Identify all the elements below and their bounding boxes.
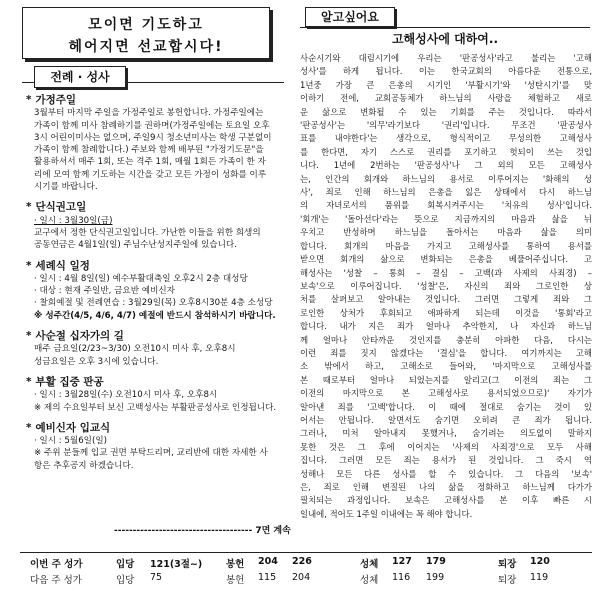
article-line: 성사'를 하게 됩니다. 이는 한국교회의 아름다운 전통으로, [300, 66, 592, 77]
article-line: 사', 죄로 인해 하느님의 은총을 잃은 상태에서 다시 하느님 [300, 187, 592, 198]
notice-heading: * 단식권고일 [26, 201, 87, 214]
notice-body: · 일시 : 5월6일(일) ※ 주위 분들께 입교 권면 부탁드리며, 교리반에 대한 자세한 사 항은 추후공지 하겠습니다. [34, 436, 268, 471]
continued-on-page-7: ------------------------------------- 7면 계속 [114, 526, 291, 536]
hymn-row-next-week: 다음 주 성가 입당 75 봉헌 115 204 성체 116 199 퇴장 119 [30, 572, 549, 586]
notice-heading: * 예비신자 입교식 [26, 421, 111, 434]
article-line: 못한 것은 그 후에 이어지는 '사제의 사죄경'으로 모두 사해 [300, 441, 592, 452]
article-line: 이하기 전에, 교회공동체가 하느님의 사랑을 체험하고 새로 [300, 93, 592, 104]
article-line: 필치되는 과정입니다. 보속은 고해성사를 본 이후 빠른 시 [300, 495, 592, 506]
article-line: 이전의 마지막으로 본 고해성사로 용서되었으므로)' 자기가 [300, 388, 592, 399]
article-line: 로인한 상처가 후회되고 애파하게 되는데 이것을 '통회'라고 [300, 307, 592, 318]
article-line: 은, 죄로 인해 변질된 나의 삶을 정화하고 하느님께 다가가 [300, 482, 592, 492]
article-line: 이런 죄를 짓지 않겠다는 '결심'을 합니다. 여기까지는 고해 [300, 347, 592, 358]
article-line: 표를 내야한다'는 생각으로, 형식적이고 무성의한 고해성사 [300, 133, 592, 144]
article-line: 본 때로부터 얼마나 되었는지를 알리고(그 이전의 죄는 그 [300, 374, 592, 385]
article-line: 알아낸 죄를 '고백'합니다. 이 때에 절대로 숨기는 것이 있 [300, 401, 592, 412]
know-more-header: 알고싶어요 [305, 7, 395, 27]
stats-rule [20, 552, 592, 553]
article-line: 어서는 안됩니다. 알면서도 숨기면 오히려 큰 죄가 됩니다. [300, 414, 592, 425]
motto-line-2: 헤어지면 선교합시다! [68, 39, 224, 55]
notice-heading: * 가정주일 [26, 94, 77, 106]
motto-banner [22, 7, 270, 59]
notice-heading: * 부활 집중 판공 [26, 375, 104, 388]
article-line: 집니다. 그러면 모든 죄는 용서가 된 것입니다. 그 죽시 역 [300, 455, 592, 466]
article-line: 받으면 회개의 삶으로 변화되는 은총을 베풀어주십니다. 고 [300, 254, 592, 265]
article-title: 고해성사에 대하여.. [391, 32, 499, 46]
article-line: 일내에, 적어도 1주일 이내에는 꼭 해야 합니다. [300, 508, 473, 519]
article-line: 니다. 1년에 2번하는 '판공성사'나 그 외의 모든 고해성사 [300, 160, 592, 171]
header-rule [300, 27, 590, 28]
notices-column [26, 94, 288, 472]
notice-heading: * 사순절 십자가의 길 [26, 330, 124, 343]
notice-body: 3월부터 마지막 주일을 가정주일로 봉헌합니다. 가정주일에는 가족이 함께 미사 참례하기를 권하며(가정주일에는 토요일 오후 3시 어린이미사는 없으며, 주일9시 청소년미사는 학생 구분없이 가족이 함께 참례합니다.) 주보와 함께 배부된 "가정기도문"을 활용하셔서 매주 1회, 또는 격주 1회, 매월 1회든 가족이 한 자 리에 모여 함께 기도하는 시간을 갖고 모든 가정이 성화를 이루 시기를 바랍니다. [34, 108, 272, 193]
article-line: 소 밖에서 하고, 고해소로 들어와, '마지막으로 고해성사를 [300, 361, 592, 372]
notice-body: 매주 금요일(2/23~3/30) 오전10시 미사 후, 오후8시 성금요일은 오후 3시에 있습니다. [34, 344, 236, 367]
article-line: 처를 살펴보고 알아내는 것입니다. 그러면 그렇게 죄와 그 [300, 294, 592, 305]
article-line: 는, 인간의 회개와 하느님의 용서로 이루어지는 '화해의 성 [300, 173, 592, 184]
article-line: 사순시기와 대림시기에 우리는 '판공성사'라고 불리는 '고해 [300, 53, 592, 63]
notice-body: · 일시 : 4월 8일(일) 예수부활대축일 오후2시 2층 대성당 · 대상 : 현재 주일반, 금요반 예비신자 · 찰회예절 및 전례연습 : 3월29일(목) 오후8시30분 4층 소성당 ※ 성주간(4/5, 4/6, 4/7) 예절에 반드시 참석하시기 바랍니다. [34, 273, 276, 321]
article-line: 합니다. 내가 지은 죄가 얼마나 추악한지, 나 자신과 하느님 [300, 321, 592, 332]
article-line: '판공성사'는 '의무'라기보다 '권리'입니다. 무조건 '판공성사 [300, 120, 592, 131]
article-line: 운 삶으로 변화될 수 있는 기회를 주는 것입니다. 따라서 [300, 106, 592, 117]
article-line: 께 얼마나 안타까운 것인지를 충분히 아파한 다음, 다시는 [300, 334, 592, 345]
article-line: 성해나 모든 다른 성사를 할 수 있습니다. 그 다음의 '보속' [300, 468, 592, 479]
article-line: 의 자녀로서의 품위를 회복시켜주시는 '치유의 성사'입니다. [300, 200, 592, 211]
hymn-table [30, 556, 590, 588]
article-line: 해성사는 '성찰 – 통회 – 결심 – 고백(과 사제의 사죄경) – [300, 267, 592, 278]
notice-heading: * 세례식 일정 [26, 259, 90, 272]
article-line: '회개'는 '돌아선다'라는 뜻으로 지금까지의 마음과 삶을 뉘 [300, 213, 592, 224]
article-line: 1년중 가장 큰 은총의 시기인 '부활시기'와 '성탄시기'를 맞 [300, 79, 592, 90]
article-line: 보속'으로 이루어집니다. '성찰'은, 자신의 죄와 그로인한 상 [300, 280, 592, 291]
hymn-row-this-week: 이번 주 성가 입당 121(3절~) 봉헌 204 226 성체 127 179 퇴장 120 [30, 556, 550, 570]
article-line: 합니다. 회개의 마음을 가지고 고해성사를 통하여 용서를 [300, 240, 592, 251]
notice-body: · 일시 : 3월28일(수) 오전10시 미사 후, 오후8시 ※ 제의 수요일부터 보신 고백성사는 부활판공성사로 인정됩니다. [34, 390, 277, 413]
article-body [300, 52, 592, 521]
notice-body: · 일시 : 3월30일(금) 교구에서 정한 단식권고일입니다. 가난한 이들을 위한 희생의 공동연금은 4월1일(일) 주님수난성지주일에 있습니다. [34, 215, 261, 251]
article-line: 를 한다면, 자기 스스로 권리를 포기하고 헛되이 쓰는 것입 [300, 146, 592, 157]
article-line: 그러나, 미처 알아내지 못했거나, 숨기려는 의도없이 말하지 [300, 428, 592, 439]
section-title: 전례 · 성사 [34, 66, 126, 88]
article-line: 우치고 반성하며 하느님을 돌아서는 마음과 삶을 의미 [300, 227, 592, 238]
motto-line-1: 모이면 기도하고 [88, 17, 204, 33]
